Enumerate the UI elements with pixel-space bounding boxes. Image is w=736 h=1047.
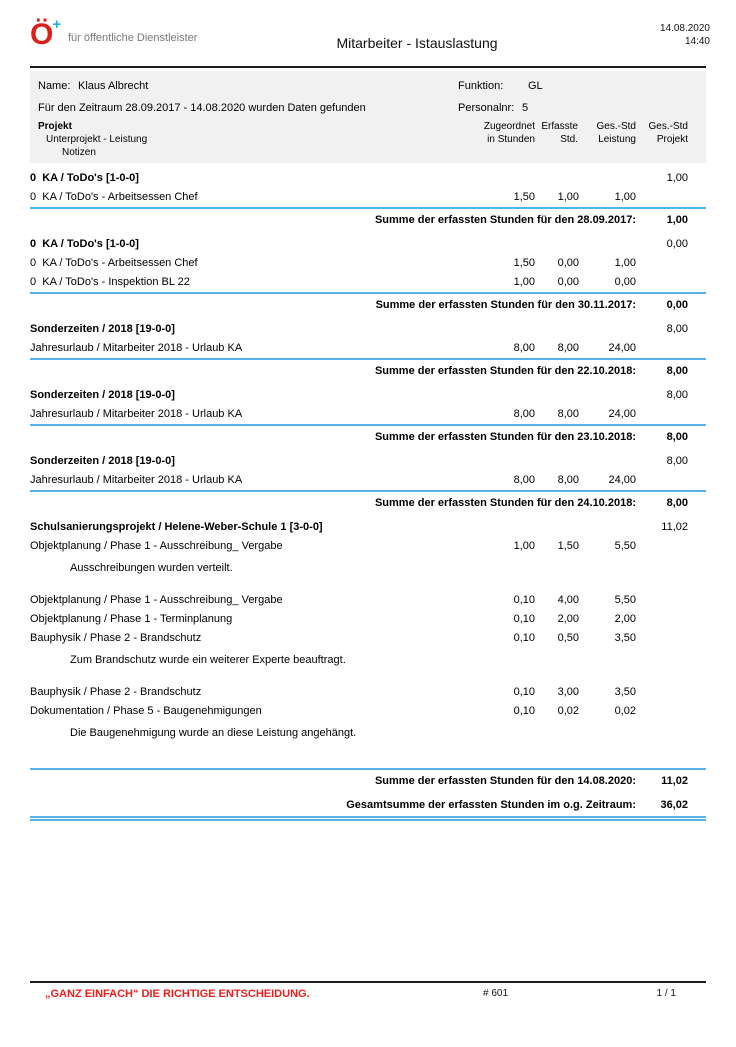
ges-std-projekt-cell xyxy=(636,702,688,721)
col-unterprojekt: Unterprojekt - Leistung xyxy=(46,134,148,145)
day-summary-row xyxy=(30,358,706,381)
grand-total-value: 36,02 xyxy=(660,799,688,811)
entry-label: Objektplanung / Phase 1 - Ausschreibung_ Vergabe xyxy=(30,540,283,552)
report-blocks xyxy=(30,169,706,821)
entry-row xyxy=(30,702,706,721)
personalnr-label: Personalnr: xyxy=(458,102,515,114)
report-info-band xyxy=(30,71,706,163)
ges-std-projekt-cell xyxy=(636,471,688,490)
zugeordnet-stunden-value: 8,00 xyxy=(513,342,535,354)
zugeordnet-stunden-value: 8,00 xyxy=(513,474,535,486)
col-notizen: Notizen xyxy=(62,147,96,158)
erfasste-std-value: 0,00 xyxy=(557,276,579,288)
entry-label: 0 KA / ToDo's - Arbeitsessen Chef xyxy=(30,257,198,269)
ges-std-projekt-cell xyxy=(636,683,688,702)
ges-std-projekt-cell xyxy=(636,610,688,629)
funktion-label: Funktion: xyxy=(458,80,504,92)
personalnr-value: 5 xyxy=(522,102,529,114)
erfasste-std-value: 1,50 xyxy=(557,540,579,552)
project-block xyxy=(30,452,706,513)
entry-label: 0 KA / ToDo's - Arbeitsessen Chef xyxy=(30,191,198,203)
erfasste-std-value: 1,00 xyxy=(557,191,579,203)
project-total: 8,00 xyxy=(666,323,688,335)
ges-std-projekt-cell xyxy=(636,339,688,358)
day-summary-label: Summe der erfassten Stunden für den 28.09.2017: xyxy=(374,214,636,226)
project-total: 0,00 xyxy=(666,238,688,250)
entry-note: Zum Brandschutz wurde ein weiterer Experte beauftragt. xyxy=(70,654,346,666)
ges-std-projekt-cell xyxy=(636,405,688,424)
ges-std-projekt-cell xyxy=(636,188,688,207)
ges-std-leistung-value: 1,00 xyxy=(614,191,636,203)
ges-std-projekt-cell xyxy=(636,591,688,610)
entry-row xyxy=(30,471,706,490)
project-header-row xyxy=(30,386,706,405)
erfasste-std-value: 8,00 xyxy=(557,474,579,486)
ges-std-leistung-value: 24,00 xyxy=(608,474,636,486)
day-summary-row xyxy=(30,207,706,230)
col-ges-std-projekt xyxy=(649,120,688,146)
footer-page-number: 1 / 1 xyxy=(656,988,676,999)
print-time: 14:40 xyxy=(684,36,710,47)
zeitraum-text: Für den Zeitraum 28.09.2017 - 14.08.2020 wurden Daten gefunden xyxy=(38,102,366,114)
project-block xyxy=(30,386,706,447)
col-ges-std-projekt-line1: Ges.-Std xyxy=(648,121,688,132)
entry-label: Objektplanung / Phase 1 - Terminplanung xyxy=(30,613,233,625)
entry-row xyxy=(30,254,706,273)
project-total: 8,00 xyxy=(666,455,688,467)
day-summary-row xyxy=(30,768,706,791)
zugeordnet-stunden-value: 0,10 xyxy=(513,705,535,717)
day-summary-value: 8,00 xyxy=(666,365,688,377)
erfasste-std-value: 4,00 xyxy=(557,594,579,606)
day-summary-value: 8,00 xyxy=(666,497,688,509)
project-header-row xyxy=(30,452,706,471)
project-title: Schulsanierungsprojekt / Helene-Weber-Schule 1 [3-0-0] xyxy=(30,521,323,533)
ges-std-leistung-value: 5,50 xyxy=(614,540,636,552)
grand-total-row xyxy=(30,796,706,821)
col-zugeordnet xyxy=(484,120,535,146)
entry-row xyxy=(30,683,706,702)
ges-std-leistung-value: 0,00 xyxy=(614,276,636,288)
project-block xyxy=(30,235,706,315)
entry-row xyxy=(30,591,706,610)
col-erfasste-line1: Erfasste xyxy=(541,121,578,132)
footer-doc-number: # 601 xyxy=(483,988,509,999)
ges-std-projekt-cell xyxy=(636,273,688,292)
footer-divider xyxy=(30,981,706,983)
print-date: 14.08.2020 xyxy=(659,23,710,34)
grand-total-label: Gesamtsumme der erfassten Stunden im o.g. Zeitraum: xyxy=(346,799,636,811)
report-title: Mitarbeiter - Istauslastung xyxy=(336,35,498,51)
entry-label: Dokumentation / Phase 5 - Baugenehmigungen xyxy=(30,705,262,717)
info-row-name xyxy=(30,80,706,96)
name-value: Klaus Albrecht xyxy=(78,80,149,92)
zugeordnet-stunden-value: 1,00 xyxy=(513,540,535,552)
funktion-value: GL xyxy=(528,80,543,92)
entry-label: Objektplanung / Phase 1 - Ausschreibung_ Vergabe xyxy=(30,594,283,606)
ges-std-leistung-value: 5,50 xyxy=(614,594,636,606)
project-header-row xyxy=(30,169,706,188)
project-title: Sonderzeiten / 2018 [19-0-0] xyxy=(30,389,175,401)
col-projekt: Projekt xyxy=(38,121,72,132)
entry-note: Ausschreibungen wurden verteilt. xyxy=(70,562,233,574)
zugeordnet-stunden-value: 0,10 xyxy=(513,594,535,606)
zugeordnet-stunden-value: 8,00 xyxy=(513,408,535,420)
project-total: 11,02 xyxy=(661,521,688,533)
entry-row xyxy=(30,629,706,648)
erfasste-std-value: 0,50 xyxy=(557,632,579,644)
day-summary-label: Summe der erfassten Stunden für den 23.10.2018: xyxy=(374,431,636,443)
ges-std-leistung-value: 2,00 xyxy=(614,613,636,625)
logo-o-glyph: Ö xyxy=(30,18,54,51)
col-erfasste xyxy=(541,120,578,146)
entry-label: Jahresurlaub / Mitarbeiter 2018 - Urlaub KA xyxy=(30,474,243,486)
entry-row xyxy=(30,610,706,629)
entry-row xyxy=(30,405,706,424)
ges-std-leistung-value: 24,00 xyxy=(608,342,636,354)
day-summary-value: 11,02 xyxy=(661,775,688,787)
day-summary-value: 1,00 xyxy=(666,214,688,226)
entry-row xyxy=(30,188,706,207)
erfasste-std-value: 8,00 xyxy=(557,342,579,354)
entry-label: Bauphysik / Phase 2 - Brandschutz xyxy=(30,632,202,644)
project-title: 0 KA / ToDo's [1-0-0] xyxy=(30,238,139,250)
logo-plus-icon: + xyxy=(52,16,62,33)
day-summary-label: Summe der erfassten Stunden für den 24.10.2018: xyxy=(374,497,636,509)
project-header-row xyxy=(30,518,706,537)
ges-std-leistung-value: 24,00 xyxy=(608,408,636,420)
entry-row xyxy=(30,273,706,292)
col-zugeordnet-line1: Zugeordnet xyxy=(483,121,535,132)
ges-std-leistung-value: 3,50 xyxy=(614,632,636,644)
entry-label: Bauphysik / Phase 2 - Brandschutz xyxy=(30,686,202,698)
entry-row xyxy=(30,537,706,556)
ges-std-projekt-cell xyxy=(636,537,688,556)
ges-std-leistung-value: 3,50 xyxy=(614,686,636,698)
erfasste-std-value: 3,00 xyxy=(557,686,579,698)
col-ges-std-leistung-line2: Leistung xyxy=(598,134,636,145)
zugeordnet-stunden-value: 1,00 xyxy=(513,276,535,288)
col-erfasste-line2: Std. xyxy=(560,134,578,145)
zugeordnet-stunden-value: 0,10 xyxy=(513,632,535,644)
day-summary-value: 0,00 xyxy=(666,299,688,311)
zugeordnet-stunden-value: 1,50 xyxy=(513,191,535,203)
entry-note: Die Baugenehmigung wurde an diese Leistung angehängt. xyxy=(70,727,357,739)
col-ges-std-leistung-line1: Ges.-Std xyxy=(596,121,636,132)
ges-std-projekt-cell xyxy=(636,254,688,273)
zugeordnet-stunden-value: 0,10 xyxy=(513,613,535,625)
report-footer xyxy=(0,988,736,1004)
entry-label: 0 KA / ToDo's - Inspektion BL 22 xyxy=(30,276,190,288)
project-title: 0 KA / ToDo's [1-0-0] xyxy=(30,172,139,184)
logo-tagline: für öffentliche Dienstleister xyxy=(68,32,198,44)
entry-row xyxy=(30,339,706,358)
ges-std-leistung-value: 0,02 xyxy=(614,705,636,717)
erfasste-std-value: 8,00 xyxy=(557,408,579,420)
day-summary-label: Summe der erfassten Stunden für den 30.11.2017: xyxy=(375,299,636,311)
col-ges-std-projekt-line2: Projekt xyxy=(656,134,688,145)
day-summary-label: Summe der erfassten Stunden für den 22.10.2018: xyxy=(374,365,636,377)
company-logo xyxy=(30,18,62,52)
header-divider xyxy=(30,66,706,68)
project-title: Sonderzeiten / 2018 [19-0-0] xyxy=(30,455,175,467)
col-zugeordnet-line2: in Stunden xyxy=(487,134,535,145)
entry-label: Jahresurlaub / Mitarbeiter 2018 - Urlaub KA xyxy=(30,408,243,420)
print-datetime xyxy=(660,22,710,48)
day-summary-value: 8,00 xyxy=(666,431,688,443)
col-ges-std-leistung xyxy=(597,120,636,146)
project-header-row xyxy=(30,320,706,339)
zugeordnet-stunden-value: 1,50 xyxy=(513,257,535,269)
entry-label: Jahresurlaub / Mitarbeiter 2018 - Urlaub KA xyxy=(30,342,243,354)
project-block xyxy=(30,169,706,230)
project-block xyxy=(30,518,706,791)
project-block xyxy=(30,320,706,381)
zugeordnet-stunden-value: 0,10 xyxy=(513,686,535,698)
project-column-header xyxy=(38,120,147,159)
project-title: Sonderzeiten / 2018 [19-0-0] xyxy=(30,323,175,335)
day-summary-row xyxy=(30,292,706,315)
day-summary-label: Summe der erfassten Stunden für den 14.08.2020: xyxy=(374,775,636,787)
erfasste-std-value: 0,02 xyxy=(557,705,579,717)
day-summary-row xyxy=(30,490,706,513)
project-total: 1,00 xyxy=(666,172,688,184)
erfasste-std-value: 2,00 xyxy=(557,613,579,625)
day-summary-row xyxy=(30,424,706,447)
ges-std-leistung-value: 1,00 xyxy=(614,257,636,269)
name-label: Name: xyxy=(38,80,71,92)
project-header-row xyxy=(30,235,706,254)
erfasste-std-value: 0,00 xyxy=(557,257,579,269)
ges-std-projekt-cell xyxy=(636,629,688,648)
project-total: 8,00 xyxy=(666,389,688,401)
footer-slogan: „GANZ EINFACH“ DIE RICHTIGE ENTSCHEIDUNG. xyxy=(45,988,310,1000)
info-row-zeitraum xyxy=(30,102,706,118)
